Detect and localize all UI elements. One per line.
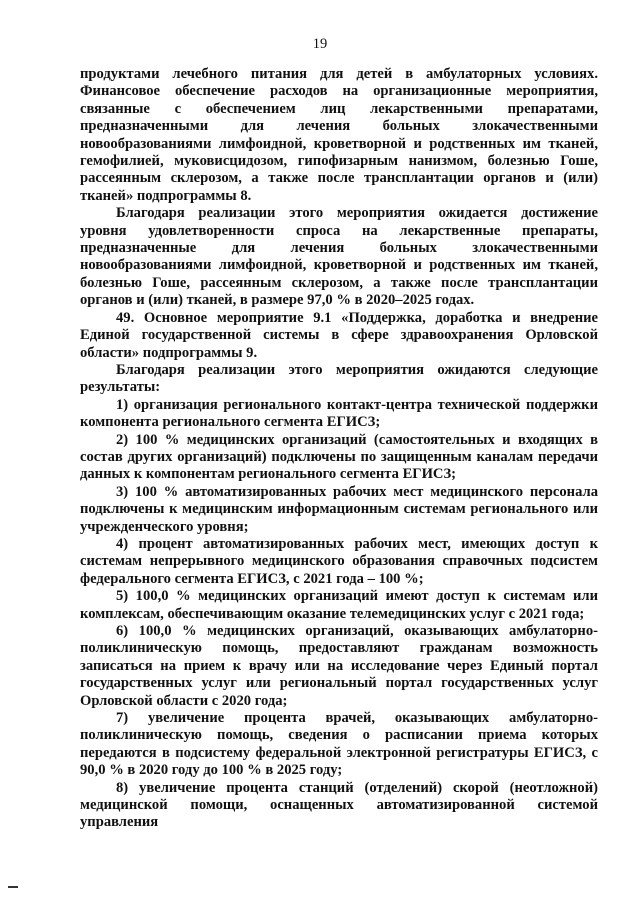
scan-margin-mark (8, 886, 18, 888)
paragraph-continuation: продуктами лечебного питания для детей в амбулаторных условиях. Финансовое обеспечение расходов на организационные мероприятия, связанные с обеспечением лиц лекарственными препаратами, предназначенными для лечения больных злокачественными новообразованиями лимфоидной, кроветворной и родственных им тканей, гемофилией, муковисцидозом, гипофизарным нанизмом, болезнью Гоше, рассеянным склерозом, а также после трансплантации органов и (или) тканей» подпрограммы 8. (80, 66, 598, 204)
page-number: 19 (312, 36, 328, 52)
paragraph-item-49: 49. Основное мероприятие 9.1 «Поддержка, доработка и внедрение Единой государственной системы в сфере здравоохранения Орловской области» подпрограммы 9. (80, 309, 598, 361)
list-item-2: 2) 100 % медицинских организаций (самостоятельных и входящих в состав других организаций) подключены по защищенным каналам передачи данных к компонентам регионального сегмента ЕГИСЗ; (80, 431, 598, 483)
document-body (80, 66, 598, 832)
list-item-4: 4) процент автоматизированных рабочих мест, имеющих доступ к системам непрерывного медицинского образования справочных подсистем федерального сегмента ЕГИСЗ, с 2021 года – 100 %; (80, 535, 598, 587)
paragraph-results-intro: Благодаря реализации этого мероприятия ожидаются следующие результаты: (80, 361, 598, 396)
list-item-5: 5) 100,0 % медицинских организаций имеют доступ к системам или комплексам, обеспечивающим оказание телемедицинских услуг с 2021 года; (80, 588, 598, 622)
list-item-1: 1) организация регионального контакт-центра технической поддержки компонента регионального сегмента ЕГИСЗ; (80, 396, 598, 431)
list-item-6: 6) 100,0 % медицинских организаций, оказывающих амбулаторно-поликлиническую помощь, предоставляют гражданам возможность записаться на прием к врачу или на исследование через Единый портал государственных услуг или региональный портал государственных услуг Орловской области с 2020 года; (80, 623, 598, 709)
list-item-7: 7) увеличение процента врачей, оказывающих амбулаторно-поликлиническую помощь, сведения о расписании приема которых передаются в подсистему федеральной электронной регистратуры ЕГИСЗ, с 90,0 % в 2020 году до 100 % в 2025 году; (80, 710, 598, 779)
list-item-8: 8) увеличение процента станций (отделений) скорой (неотложной) медицинской помощи, оснащенных автоматизированной системой управления (80, 779, 598, 831)
paragraph-expected-result: Благодаря реализации этого мероприятия ожидается достижение уровня удовлетворенности спроса на лекарственные препараты, предназначенные для лечения больных злокачественными новообразованиями лимфоидной, кроветворной и родственных им тканей, болезнью Гоше, рассеянным склерозом, а также после трансплантации органов и (или) тканей, в размере 97,0 % в 2020–2025 годах. (80, 205, 598, 309)
list-item-3: 3) 100 % автоматизированных рабочих мест медицинского персонала подключены к медицинским информационным системам регионального или учрежденческого уровня; (80, 483, 598, 535)
